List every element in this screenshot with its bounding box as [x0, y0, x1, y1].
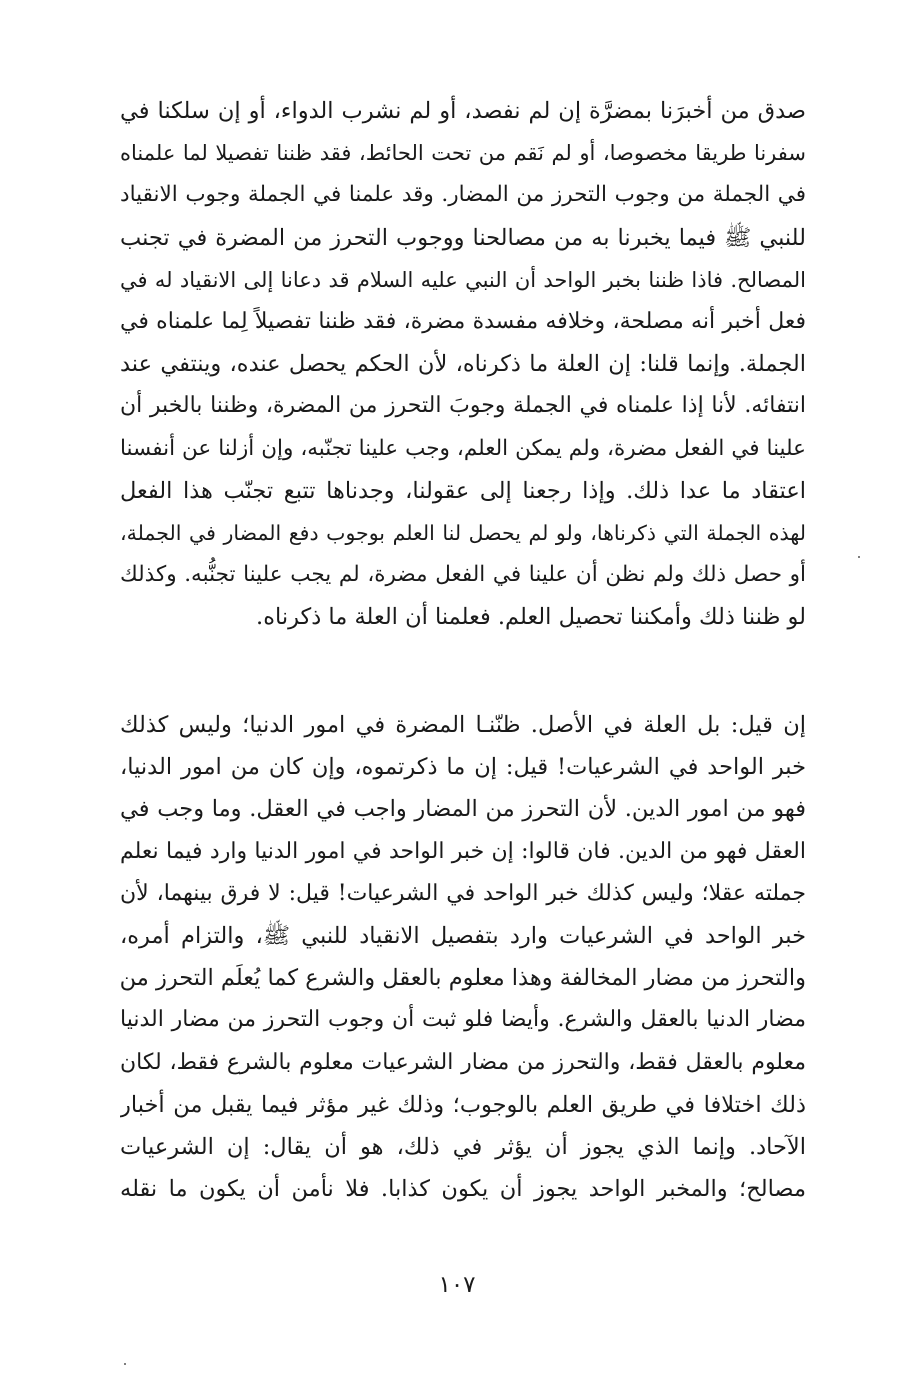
- text-line: سفرنا طريقا مخصوصا، أو لم نَقم من تحت الحائط، فقد ظننا تفصيلا لما علمناه: [120, 141, 806, 166]
- text-line: إن قيل: بل العلة في الأصل. ظنّنـا المضرة في امور الدنيا؛ وليس كذلك: [120, 712, 806, 738]
- text-line: صدق من أخبرَنا بمضرَّة إن لم نفصد، أو لم نشرب الدواء، أو إن سلكنا في: [120, 98, 806, 124]
- text-line: فعل أخبر أنه مصلحة، وخلافه مفسدة مضرة، فقد ظننا تفصيلاً لِما علمناه في: [120, 308, 806, 334]
- text-line: الجملة. وإنما قلنا: إن العلة ما ذكرناه، لأن الحكم يحصل عنده، وينتفي عند: [120, 351, 806, 378]
- text-line: لهذه الجملة التي ذكرناها، ولو لم يحصل لنا العلم بوجوب دفع المضار في الجملة،: [120, 520, 806, 545]
- text-line: معلوم بالعقل فقط، والتحرز من مضار الشرعيات معلوم بالشرع فقط، لكان: [120, 1049, 806, 1075]
- text-line: لو ظننا ذلك وأمكننا تحصيل العلم. فعلمنا أن العلة ما ذكرناه.: [256, 604, 806, 631]
- scan-speck: [858, 556, 860, 558]
- text-line: والتحرز من مضار المخالفة وهذا معلوم بالعقل والشرع كما يُعلَم التحرز من: [120, 965, 806, 992]
- text-line: المصالح. فاذا ظننا بخبر الواحد أن النبي عليه السلام قد دعانا إلى الانقياد له في: [120, 267, 806, 292]
- text-line: للنبي ﷺ فيما يخبرنا به من مصالحنا ووجوب التحرز من المضرة في تجنب: [120, 224, 806, 251]
- text-line: العقل فهو من الدين. فان قالوا: إن خبر الواحد في امور الدنيا وارد فيما نعلم: [120, 838, 806, 864]
- text-line: خبر الواحد في الشرعيات وارد بتفصيل الانقياد للنبي ﷺ، والتزام أمره،: [120, 922, 806, 949]
- text-line: انتفائه. لأنا إذا علمناه في الجملة وجوبَ التحرز من المضرة، وظننا بالخبر أن: [120, 393, 806, 419]
- text-line: الآحاد. وإنما الذي يجوز أن يؤثر في ذلك، هو أن يقال: إن الشرعيات: [120, 1133, 806, 1160]
- paragraph-2: [120, 704, 806, 1210]
- text-line: أو حصل ذلك ولم نظن أن علينا في الفعل مضرة، لم يجب علينا تجنُّبه. وكذلك: [120, 562, 806, 588]
- text-line: فهو من امور الدين. لأن التحرز من المضار واجب في العقل. وما وجب في: [120, 796, 806, 823]
- text-line: في الجملة من وجوب التحرز من المضار. وقد علمنا في الجملة وجوب الانقياد: [120, 182, 806, 208]
- text-line: خبر الواحد في الشرعيات! قيل: إن ما ذكرتموه، وإن كان من امور الدنيا،: [120, 754, 806, 781]
- text-line: علينا في الفعل مضرة، ولم يمكن العلم، وجب علينا تجنّبه، وإن أزلنا عن أنفسنا: [120, 435, 806, 461]
- text-line: ذلك اختلافا في طريق العلم بالوجوب؛ وذلك غير مؤثر فيما يقبل من أخبار: [120, 1091, 806, 1118]
- text-line: مصالح؛ والمخبر الواحد يجوز أن يكون كذابا. فلا نأمن أن يكون ما نقله: [120, 1176, 806, 1203]
- scan-speck: [124, 1363, 126, 1365]
- text-line: جملته عقلا؛ وليس كذلك خبر الواحد في الشرعيات! قيل: لا فرق بينهما، لأن: [120, 880, 806, 906]
- paragraph-1: [120, 90, 806, 638]
- page-number: ١٠٧: [438, 1272, 476, 1298]
- text-line: مضار الدنيا بالعقل والشرع. وأيضا فلو ثبت أن وجوب التحرز من مضار الدنيا: [120, 1007, 806, 1033]
- text-line: اعتقاد ما عدا ذلك. وإذا رجعنا إلى عقولنا، وجدناها تتبع تجنّب هذا الفعل: [120, 477, 806, 504]
